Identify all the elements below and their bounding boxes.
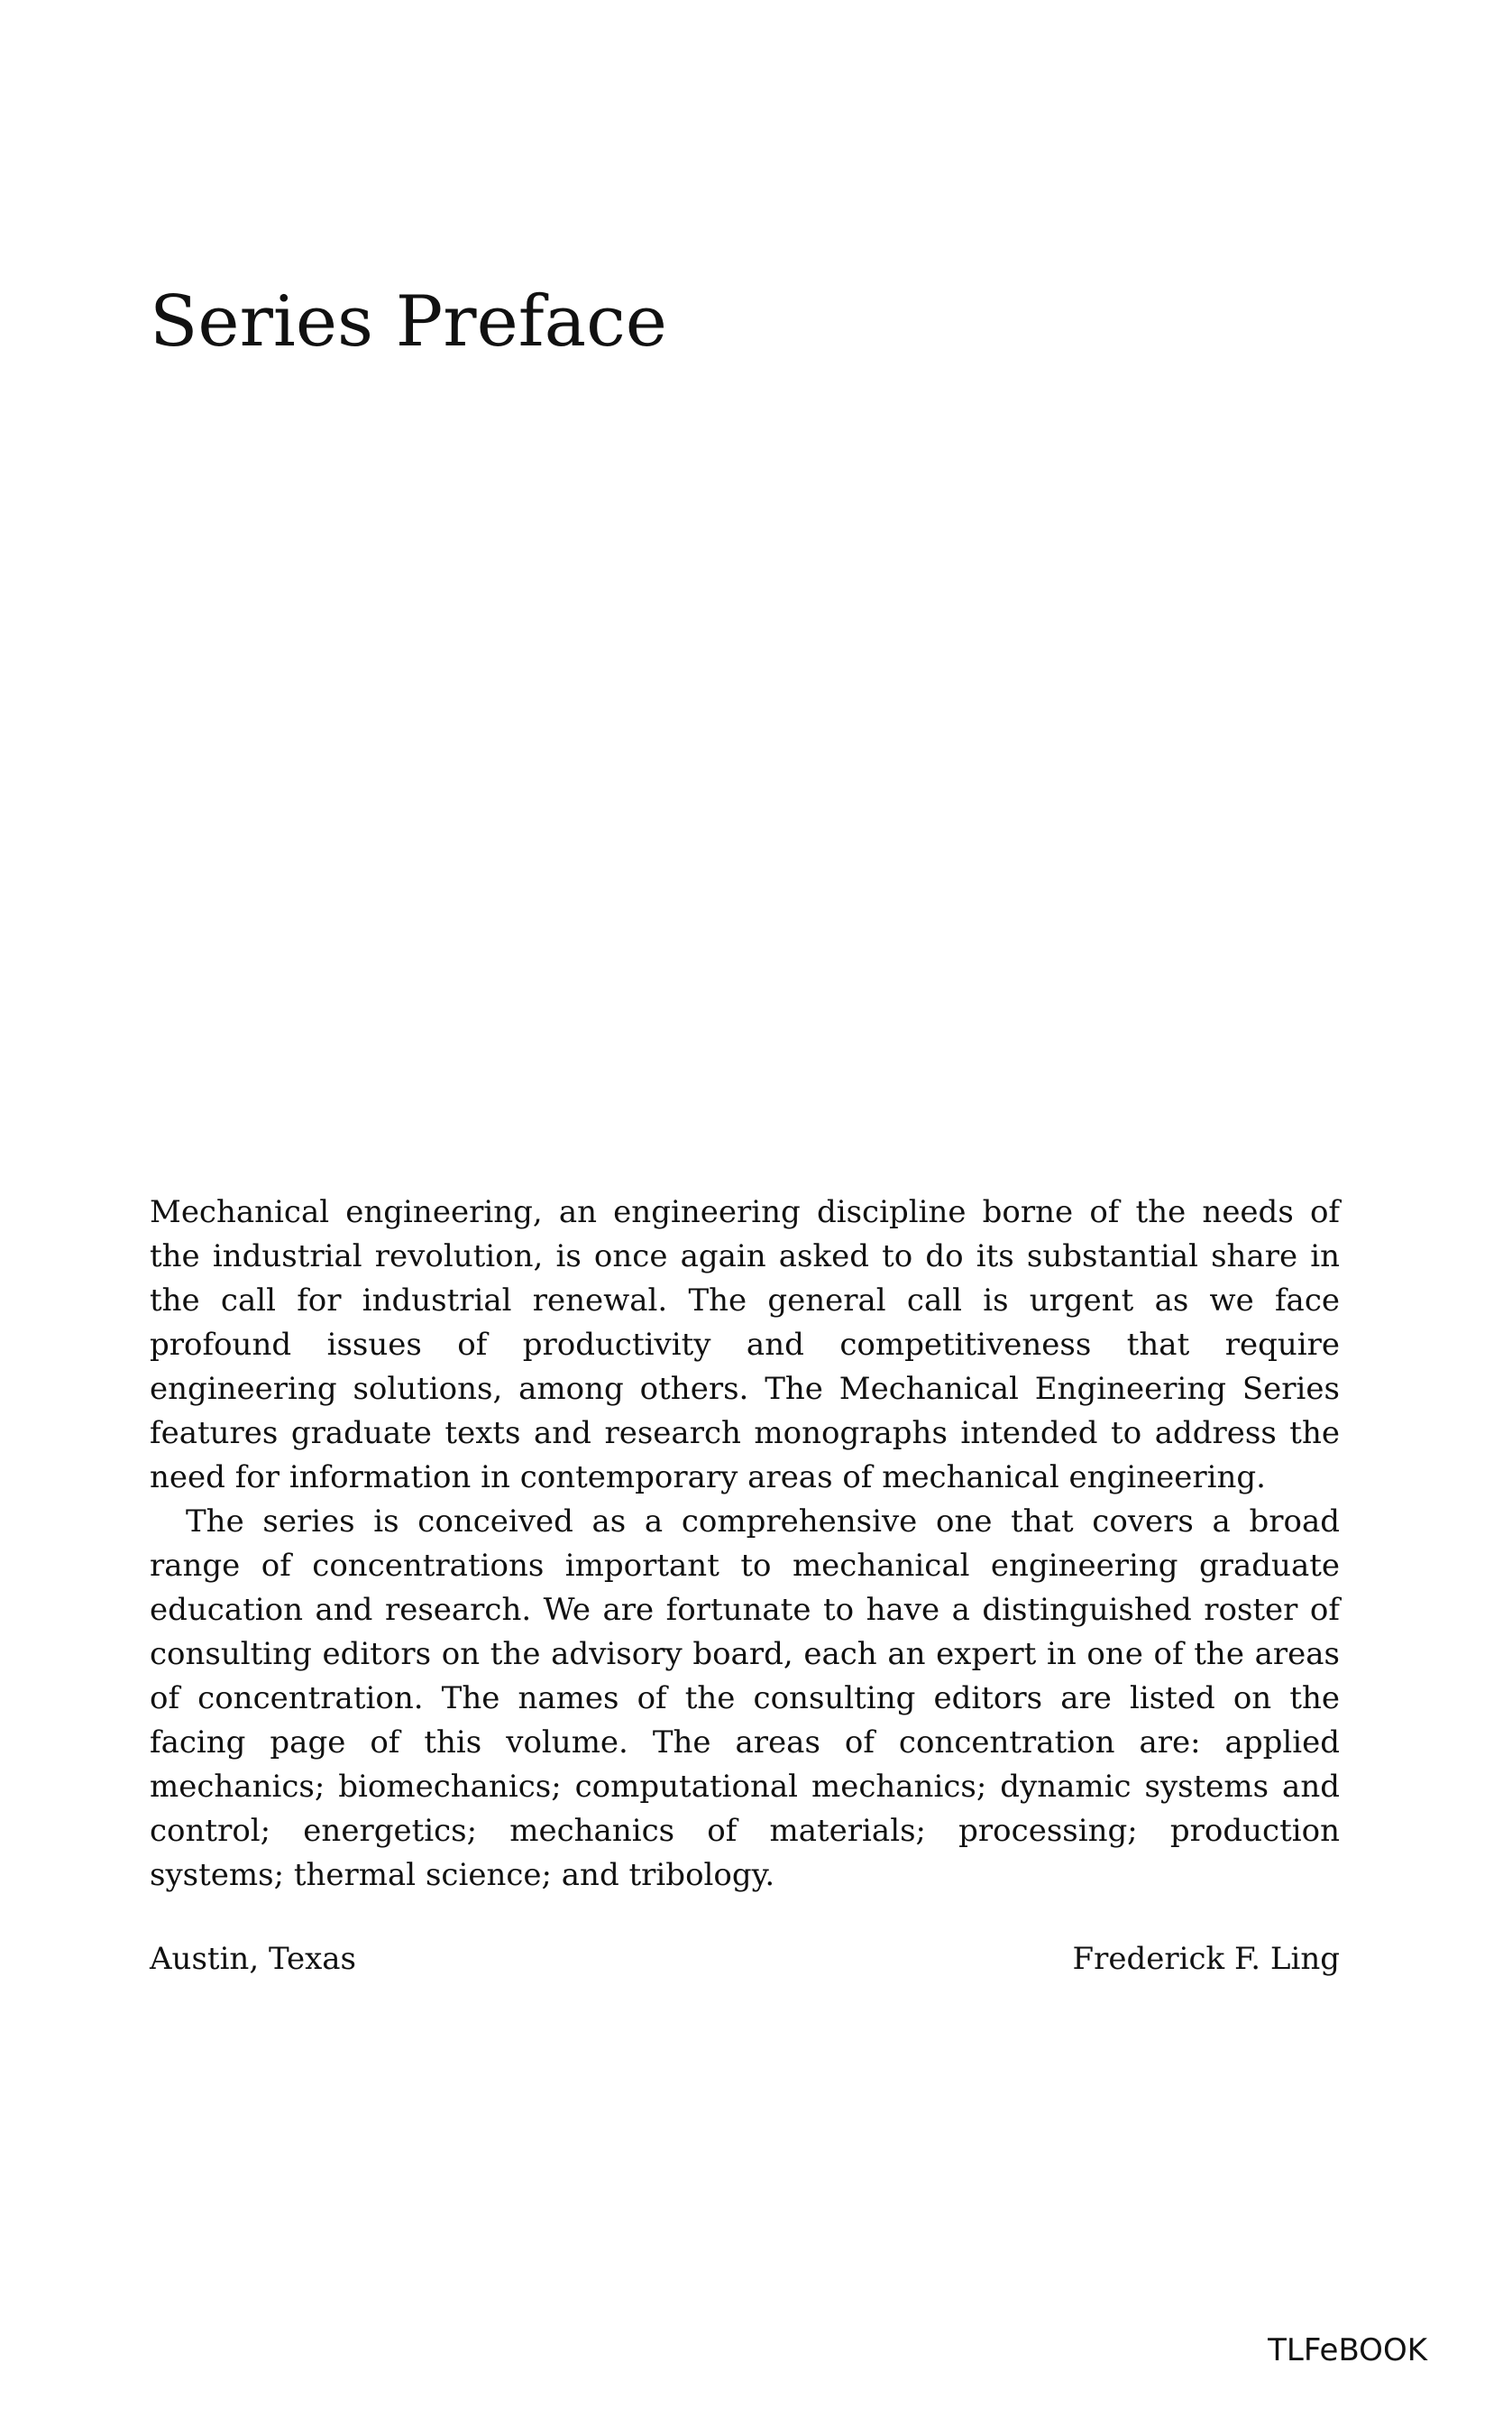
page-title: Series Preface [150,281,667,363]
preface-paragraph-2: The series is conceived as a comprehensive one that covers a broad range of concentrations important to mechanical engineering graduate education and research. We are fortunate to have a distinguished roster of consulting editors on the advisory board, each an expert in one of the areas of concentration. The names of the consulting editors are listed on the facing page of this volume. The areas of concentration are: applied mechanics; biomechanics; computational mechanics; dynamic systems and control; energetics; mechanics of materials; processing; production systems; thermal science; and tribology. [150,1503,1340,1893]
preface-body [150,1191,1340,1898]
signature-author: Frederick F. Ling [1072,1941,1340,1977]
watermark-text: TLFeBOOK [1268,2332,1427,2368]
preface-paragraph-1: Mechanical engineering, an engineering discipline borne of the needs of the industrial revolution, is once again asked to do its substantial share in the call for industrial renewal. The general call is urgent as we face profound issues of productivity and competitiveness that require engineering solutions, among others. The Mechanical Engineering Series features graduate texts and research monographs intended to address the need for information in contemporary areas of mechanical engineering. [150,1194,1340,1495]
signature-line [150,1937,1340,1981]
signature-location: Austin, Texas [150,1941,357,1977]
